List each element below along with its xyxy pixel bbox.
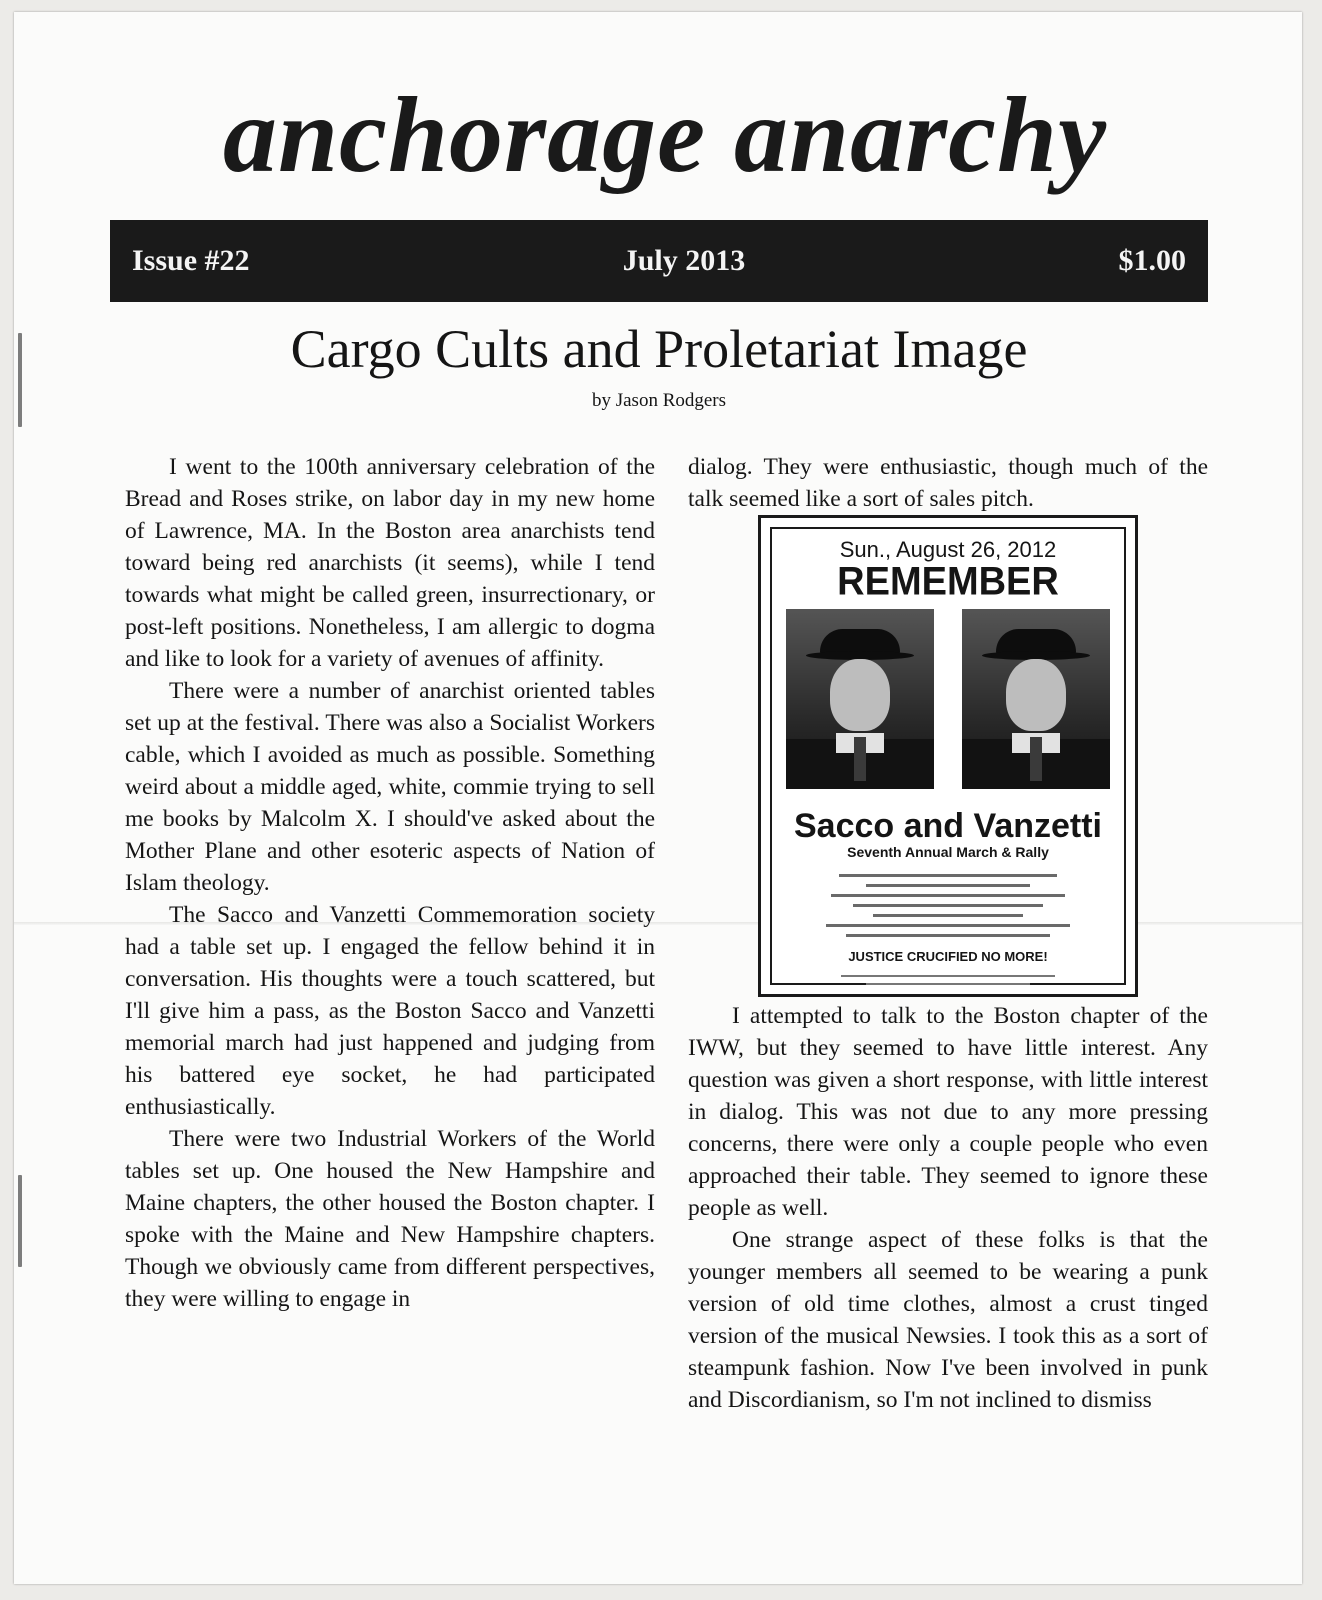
- poster-slogan: JUSTICE CRUCIFIED NO MORE!: [848, 949, 1048, 964]
- poster-photos: [786, 609, 1110, 789]
- staple-top: [18, 333, 22, 427]
- poster-fine-print: [812, 867, 1084, 944]
- masthead-title: anchorage anarchy: [222, 76, 1108, 195]
- issue-number: Issue #22: [132, 244, 250, 277]
- paragraph: dialog. They were enthusiastic, though much of the talk seemed like a sort of sales pitch.: [688, 454, 1208, 512]
- sacco-vanzetti-poster: [758, 515, 1138, 997]
- portrait-photo: [962, 609, 1110, 789]
- paragraph: There were a number of anarchist oriented tables set up at the festival. There was also a Socialist Workers cable, which I avoided as much as possible. Something weird about a middle aged, white, commie trying to sell me books by Malcolm X. I should've asked about the Mother Plane and other esoteric aspects of Nation of Islam theology.: [125, 678, 655, 896]
- paragraph: I attempted to talk to the Boston chapter of the IWW, but they seemed to have little interest. Any question was given a short response, with little interest in dialog. This was not due to any more pressing concerns, there were only a couple people who even approached their table. They seemed to ignore these people as well.: [688, 1003, 1208, 1221]
- poster-headline: REMEMBER: [837, 559, 1059, 605]
- poster-footer-print: [822, 969, 1074, 991]
- issue-date: July 2013: [622, 244, 746, 277]
- poster-date: Sun., August 26, 2012: [839, 537, 1057, 562]
- paragraph: There were two Industrial Workers of the World tables set up. One housed the New Hampshire and Maine chapters, the other housed the Boston chapter. I spoke with the Maine and New Hampshire chapters. Though we obviously came from different perspectives, they were willing to engage in: [125, 1126, 655, 1312]
- paragraph: I went to the 100th anniversary celebration of the Bread and Roses strike, on labor day in my new home of Lawrence, MA. In the Boston area anarchists tend toward being red anarchists (it seems), while I tend towards what might be called green, insurrectionary, or post-left positions. Nonetheless, I am allergic to dogma and like to look for a variety of avenues of affinity.: [125, 454, 655, 672]
- right-column-top: [688, 451, 1208, 515]
- poster-names: Sacco and Vanzetti: [794, 807, 1102, 845]
- paragraph: The Sacco and Vanzetti Commemoration society had a table set up. I engaged the fellow behind it in conversation. His thoughts were a touch scattered, but I'll give him a pass, as the Boston Sacco and Vanzetti memorial march had just happened and judging from his battered eye socket, he had participated enthusiastically.: [125, 902, 655, 1120]
- paragraph: One strange aspect of these folks is that the younger members all seemed to be wearing a punk version of old time clothes, almost a crust tinged version of the musical Newsies. I took this as a sort of steampunk fashion. Now I've been involved in punk and Discordianism, so I'm not inclined to dismiss: [688, 1227, 1208, 1413]
- right-column-bottom: [688, 1000, 1208, 1416]
- article-title: Cargo Cults and Proletariat Image: [290, 319, 1028, 379]
- poster-frame: [770, 527, 1126, 985]
- left-column: [125, 451, 655, 1315]
- portrait-photo: [786, 609, 934, 789]
- article-byline: by Jason Rodgers: [591, 390, 727, 411]
- issue-band: [110, 220, 1208, 302]
- issue-price: $1.00: [1118, 244, 1186, 277]
- staple-bottom: [18, 1175, 22, 1267]
- poster-subtitle: Seventh Annual March & Rally: [847, 844, 1049, 860]
